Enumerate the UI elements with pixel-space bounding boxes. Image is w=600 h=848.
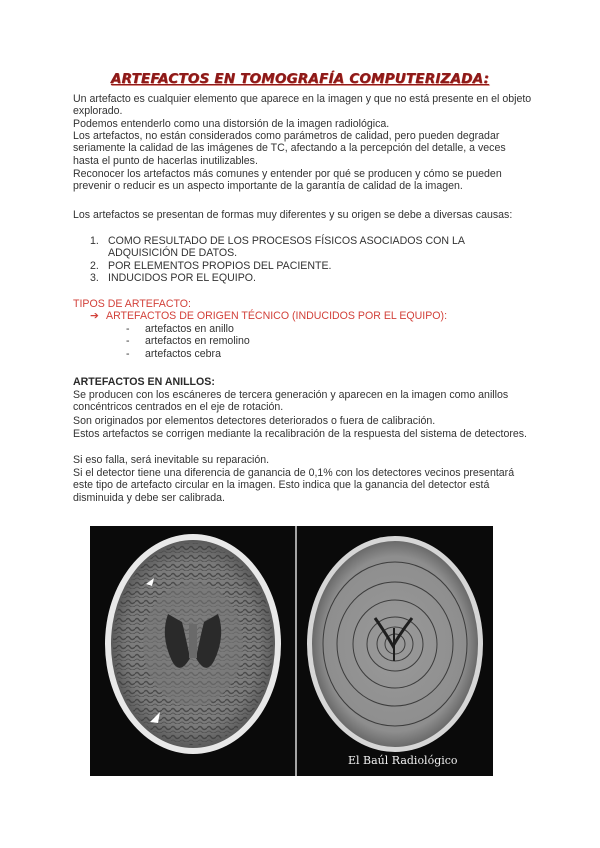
types-subheading	[90, 310, 447, 322]
ct-scan-figure	[90, 526, 493, 776]
dash-icon: -	[126, 335, 130, 348]
list-item	[126, 323, 250, 335]
list-number: 3.	[90, 272, 99, 285]
list-item	[73, 272, 533, 284]
rings-paragraph-2: Son originados por elementos detectores deteriorados o fuera de calibración.	[73, 415, 436, 427]
rings-paragraph-5: Si el detector tiene una diferencia de ganancia de 0,1% con los detectores vecinos presentará este tipo de artefacto circular en la imagen. Esto indica que la ganancia del detector está disminuida y debe ser calibrada.	[73, 467, 515, 504]
rings-heading: ARTEFACTOS EN ANILLOS:	[73, 376, 215, 388]
list-text: POR ELEMENTOS PROPIOS DEL PACIENTE.	[108, 259, 332, 272]
arrow-icon: ➔	[90, 310, 99, 322]
page-title: ARTEFACTOS EN TOMOGRAFÍA COMPUTERIZADA:	[110, 71, 490, 87]
ct-images	[90, 526, 493, 776]
intro-paragraph-1: Un artefacto es cualquier elemento que aparece en la imagen y que no está presente en el objeto explorado.	[73, 93, 532, 118]
list-item	[73, 260, 533, 272]
rings-paragraph-3: Estos artefactos se corrigen mediante la recalibración de la respuesta del sistema de detectores.	[73, 428, 528, 440]
intro-paragraph-3: Los artefactos, no están considerados como parámetros de calidad, pero pueden degradar seriamente la calidad de las imágenes de TC, afectando a la percepción del detalle, a veces hasta el punto de hacerlas inutilizables.	[73, 130, 506, 167]
types-list	[126, 323, 250, 360]
ct-scan-left	[90, 526, 295, 776]
rings-paragraph-1: Se producen con los escáneres de tercera generación y aparecen en la imagen como anillos concéntricos centrados en el eje de rotación.	[73, 389, 509, 414]
list-item	[73, 235, 533, 260]
list-text: artefactos en anillo	[145, 323, 234, 335]
types-subheading-text: ARTEFACTOS DE ORIGEN TÉCNICO (INDUCIDOS POR EL EQUIPO):	[106, 310, 448, 322]
intro-paragraph-4: Reconocer los artefactos más comunes y entender por qué se producen y cómo se pueden prevenir o reducir es un aspecto importante de la garantía de calidad de la imagen.	[73, 168, 502, 193]
dash-icon: -	[126, 323, 130, 335]
list-text: artefactos cebra	[145, 347, 221, 360]
intro-paragraph-2: Podemos entenderlo como una distorsión de la imagen radiológica.	[73, 118, 390, 130]
list-text: artefactos en remolino	[145, 335, 250, 348]
rings-paragraph-4: Si eso falla, será inevitable su reparación.	[73, 454, 270, 466]
list-item	[126, 335, 250, 347]
causes-list	[73, 235, 533, 285]
list-text: INDUCIDOS POR EL EQUIPO.	[108, 272, 256, 285]
list-number: 1.	[90, 235, 99, 247]
intro-paragraph-5: Los artefactos se presentan de formas muy diferentes y su origen se debe a diversas causas:	[73, 209, 513, 221]
list-item	[126, 348, 250, 360]
ct-scan-right	[297, 526, 493, 776]
list-number: 2.	[90, 259, 99, 272]
types-heading: TIPOS DE ARTEFACTO:	[73, 298, 191, 310]
dash-icon: -	[126, 347, 130, 360]
figure-watermark: El Baúl Radiológico	[348, 754, 458, 767]
list-text: COMO RESULTADO DE LOS PROCESOS FÍSICOS ASOCIADOS CON LA ADQUISICIÓN DE DATOS.	[108, 235, 465, 260]
